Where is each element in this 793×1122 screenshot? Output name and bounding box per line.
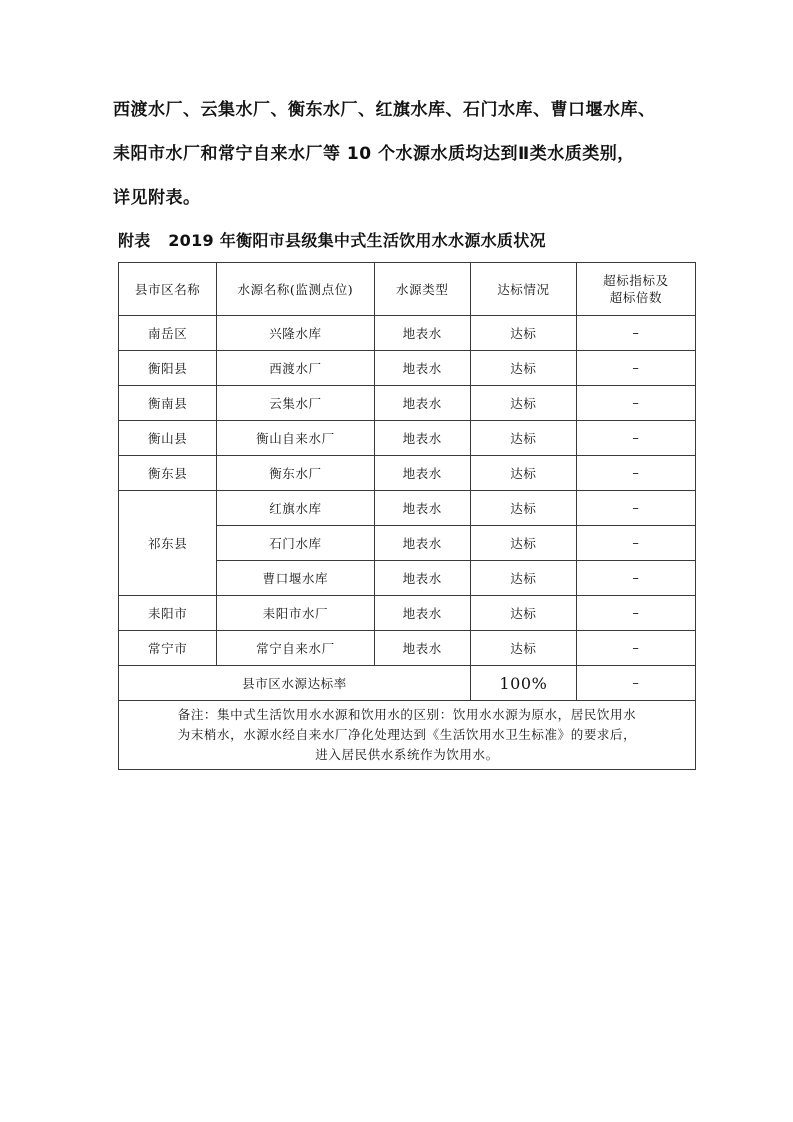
cell-type: 地表水 bbox=[374, 456, 470, 491]
table-header bbox=[119, 263, 696, 316]
cell-type: 地表水 bbox=[374, 386, 470, 421]
cell-exceed: – bbox=[576, 316, 695, 351]
header-compliance-status: 达标情况 bbox=[470, 263, 576, 316]
table-row bbox=[119, 316, 696, 351]
paragraph-line-2: 耒阳市水厂和常宁自来水厂等 10 个水源水质均达到Ⅱ类水质类别， bbox=[113, 144, 635, 164]
header-exceedance-line-1: 超标指标及 bbox=[603, 273, 669, 288]
cell-county: 常宁市 bbox=[119, 631, 217, 666]
note-line-2: 为末梢水，水源水经自来水厂净化处理达到《生活饮用水卫生标准》的要求后， bbox=[177, 727, 637, 742]
table-row bbox=[119, 421, 696, 456]
note-line-1: 备注：集中式生活饮用水水源和饮用水的区别：饮用水水源为原水，居民饮用水 bbox=[177, 707, 637, 722]
cell-status: 达标 bbox=[470, 596, 576, 631]
cell-county: 南岳区 bbox=[119, 316, 217, 351]
cell-source: 石门水库 bbox=[217, 526, 374, 561]
summary-label: 县市区水源达标率 bbox=[119, 666, 471, 701]
cell-exceed: – bbox=[576, 351, 695, 386]
cell-type: 地表水 bbox=[374, 491, 470, 526]
cell-exceed: – bbox=[576, 421, 695, 456]
table-row bbox=[119, 631, 696, 666]
water-source-quality-table bbox=[118, 262, 696, 770]
cell-exceed: – bbox=[576, 386, 695, 421]
cell-type: 地表水 bbox=[374, 526, 470, 561]
cell-status: 达标 bbox=[470, 421, 576, 456]
paragraph-line-1: 西渡水厂、云集水厂、衡东水厂、红旗水库、石门水库、曹口堰水库、 bbox=[113, 100, 656, 120]
cell-type: 地表水 bbox=[374, 351, 470, 386]
cell-type: 地表水 bbox=[374, 631, 470, 666]
cell-source: 兴隆水库 bbox=[217, 316, 374, 351]
table-row bbox=[119, 456, 696, 491]
table-note bbox=[119, 701, 696, 770]
header-source-type: 水源类型 bbox=[374, 263, 470, 316]
table-note-row bbox=[119, 701, 696, 770]
table-row bbox=[119, 596, 696, 631]
cell-source: 衡山自来水厂 bbox=[217, 421, 374, 456]
cell-status: 达标 bbox=[470, 386, 576, 421]
cell-source: 云集水厂 bbox=[217, 386, 374, 421]
cell-source: 红旗水库 bbox=[217, 491, 374, 526]
table-row bbox=[119, 351, 696, 386]
cell-county: 衡东县 bbox=[119, 456, 217, 491]
table-body bbox=[119, 316, 696, 770]
cell-county-merged: 祁东县 bbox=[119, 491, 217, 596]
cell-exceed: – bbox=[576, 596, 695, 631]
cell-status: 达标 bbox=[470, 351, 576, 386]
table-row bbox=[119, 386, 696, 421]
cell-source: 西渡水厂 bbox=[217, 351, 374, 386]
cell-exceed: – bbox=[576, 526, 695, 561]
table-row bbox=[119, 491, 696, 526]
note-line-3: 进入居民供水系统作为饮用水。 bbox=[315, 747, 499, 762]
header-county: 县市区名称 bbox=[119, 263, 217, 316]
summary-exceed: – bbox=[576, 666, 695, 701]
cell-type: 地表水 bbox=[374, 596, 470, 631]
cell-status: 达标 bbox=[470, 631, 576, 666]
table-header-row bbox=[119, 263, 696, 316]
cell-status: 达标 bbox=[470, 526, 576, 561]
paragraph-line-3: 详见附表。 bbox=[113, 188, 201, 208]
cell-exceed: – bbox=[576, 491, 695, 526]
cell-county: 衡山县 bbox=[119, 421, 217, 456]
cell-status: 达标 bbox=[470, 316, 576, 351]
header-exceedance bbox=[576, 263, 695, 316]
cell-source: 衡东水厂 bbox=[217, 456, 374, 491]
cell-status: 达标 bbox=[470, 491, 576, 526]
summary-value: 100% bbox=[470, 666, 576, 701]
cell-type: 地表水 bbox=[374, 561, 470, 596]
body-paragraphs bbox=[113, 96, 693, 228]
cell-exceed: – bbox=[576, 631, 695, 666]
cell-status: 达标 bbox=[470, 561, 576, 596]
cell-type: 地表水 bbox=[374, 316, 470, 351]
table-caption: 附表 2019 年衡阳市县级集中式生活饮用水水源水质状况 bbox=[118, 231, 546, 250]
cell-source: 常宁自来水厂 bbox=[217, 631, 374, 666]
cell-exceed: – bbox=[576, 561, 695, 596]
cell-exceed: – bbox=[576, 456, 695, 491]
cell-county: 衡南县 bbox=[119, 386, 217, 421]
cell-county: 耒阳市 bbox=[119, 596, 217, 631]
table-summary-row bbox=[119, 666, 696, 701]
cell-source: 曹口堰水库 bbox=[217, 561, 374, 596]
cell-county: 衡阳县 bbox=[119, 351, 217, 386]
cell-status: 达标 bbox=[470, 456, 576, 491]
cell-source: 耒阳市水厂 bbox=[217, 596, 374, 631]
cell-type: 地表水 bbox=[374, 421, 470, 456]
header-source-name: 水源名称(监测点位) bbox=[217, 263, 374, 316]
header-exceedance-line-2: 超标倍数 bbox=[609, 290, 663, 305]
